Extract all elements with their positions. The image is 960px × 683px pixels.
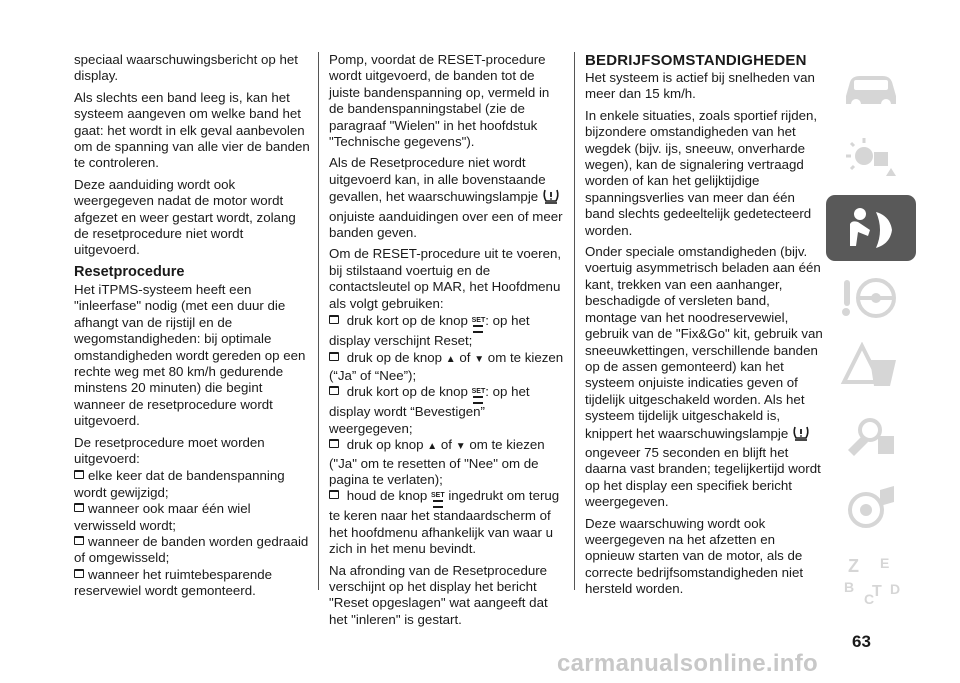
wrench-car-icon (840, 412, 902, 464)
column-3 (585, 52, 823, 603)
list-item: houd de knop SET ingedrukt om terug te keren naar het standaardscherm of het hoofdmenu afhankelijk van waar u zich in het menu bevindt. (329, 488, 567, 557)
paragraph: Deze waarschuwing wordt ook weergegeven na het afzetten en opnieuw starten van de motor, als de correcte bedrijfsomstandigheden niet hersteld worden. (585, 515, 804, 597)
airbag-seat-icon (840, 202, 902, 254)
tab-safety[interactable] (826, 195, 916, 261)
paragraph: Als de Resetprocedure niet wordt uitgevoerd kan, in alle bovenstaande gevallen, het waarschuwingslampje onjuiste aanduidingen over een of meer banden geven. (329, 155, 563, 241)
index-letter: B (844, 579, 855, 595)
warning-lights-icon (840, 132, 902, 184)
tab-index[interactable] (826, 545, 916, 611)
paragraph: Het iTPMS-systeem heeft een "inleerfase" nodig (met een duur die afhangt van de rijstijl en de wegomstandigheden: bij optimale omstandigheden wordt gereden op een rechte weg met 80 km/h gedurende minstens 20 minuten) die begint wanneer de resetprocedure wordt uitgevoerd. (74, 281, 306, 429)
tab-driving[interactable] (826, 265, 916, 331)
paragraph: Deze aanduiding wordt ook weergegeven nadat de motor wordt afgezet en weer gestart wordt, zolang de resetprocedure niet wordt uitgevoerd. (74, 176, 296, 258)
section-heading-reset: Resetprocedure (74, 263, 185, 280)
column-2 (329, 52, 567, 633)
list-item: druk kort op de knop SET: op het display wordt “Bevestigen” weergegeven; (329, 384, 567, 437)
list-item: wanneer het ruimtebesparende reservewiel wordt gemonteerd. (74, 567, 312, 600)
index-letter: E (880, 555, 890, 571)
multimedia-icon (840, 482, 902, 534)
list-item: druk op knop ▲ of ▼ om te kiezen ("Ja" om te resetten of "Nee" om de pagina te verlaten); (329, 437, 567, 488)
set-button-icon: SET (472, 317, 486, 333)
paragraph: Om de RESET-procedure uit te voeren, bij stilstaand voertuig en de contactsleutel op MAR, het Hoofdmenu als volgt gebruiken: (329, 246, 562, 311)
paragraph: speciaal waarschuwingsbericht op het display. (74, 52, 298, 84)
down-arrow-button-icon: ▼ (455, 441, 466, 453)
page-number: 63 (852, 632, 871, 651)
list-item: druk op de knop ▲ of ▼ om te kiezen (“Ja” of “Nee”); (329, 350, 567, 385)
column-divider (574, 52, 575, 590)
index-letter: D (890, 581, 901, 597)
paragraph: De resetprocedure moet worden uitgevoerd: (74, 434, 265, 466)
tire-pressure-warning-icon (542, 188, 560, 208)
tab-vehicle[interactable] (826, 55, 916, 121)
section-heading-conditions: BEDRIJFSOMSTANDIGHEDEN (585, 52, 807, 69)
tab-maintenance[interactable] (826, 405, 916, 471)
up-arrow-button-icon: ▲ (427, 441, 438, 453)
list-item: druk kort op de knop SET: op het display verschijnt Reset; (329, 313, 567, 349)
index-letters-icon (840, 552, 902, 608)
car-icon (840, 62, 902, 114)
paragraph: Als slechts een band leeg is, kan het systeem aangeven om welke band het gaat: het wordt in elk geval aanbevolen om de spanning van alle vier de banden te controleren. (74, 89, 310, 171)
index-letter: C (864, 591, 875, 607)
paragraph: Het systeem is actief bij snelheden van meer dan 15 km/h. (585, 70, 815, 102)
emergency-triangle-icon (840, 342, 902, 394)
up-arrow-button-icon: ▲ (445, 353, 456, 365)
tab-lights[interactable] (826, 125, 916, 191)
set-button-icon: SET (431, 492, 445, 508)
watermark: carmanualsonline.info (557, 650, 819, 677)
set-button-icon: SET (472, 388, 486, 404)
index-letter: Z (848, 556, 859, 576)
index-letter: T (872, 583, 882, 600)
paragraph: Onder speciale omstandigheden (bijv. voertuig asymmetrisch beladen aan één kant, trekken van een aanhanger, beschadigde of versleten band, montage van het noodreservewiel, gebruik van de "Fix&Go" kit, gebruik van sneeuwkettingen, verschillende banden op de assen gemonteerd) kan het systeem onjuiste indicaties geven of tijdelijk uitgeschakeld worden. Als het systeem tijdelijk uitgeschakeld is, knippert het waarschuwingslampje ongeveer 75 seconden en blijft het daarna vast branden; tegelijkertijd wordt op het display een specifiek bericht weergegeven. (585, 244, 823, 510)
list-item: wanneer de banden worden gedraaid of omgewisseld; (74, 534, 312, 567)
list-item: wanneer ook maar één wiel verwisseld wordt; (74, 501, 312, 534)
paragraph: Pomp, voordat de RESET-procedure wordt uitgevoerd, de banden tot de juiste bandenspanning op, vermeld in de bandenspanningstabel (zie de paragraaf "Wielen" in het hoofdstuk "Technische gegevens"). (329, 52, 550, 150)
column-divider (318, 52, 319, 590)
tire-pressure-warning-icon (792, 425, 810, 445)
paragraph: In enkele situaties, zoals sportief rijden, bijzondere omstandigheden van het wegdek (bijv. ijs, sneeuw, onverharde wegen), kan de signalering vertraagd worden of kan het gelijktijdige spanningsverlies van meer dan één band slechts gedeeltelijk gedetecteerd worden. (585, 107, 818, 238)
down-arrow-button-icon: ▼ (474, 353, 485, 365)
tab-multimedia[interactable] (826, 475, 916, 541)
list-item: elke keer dat de bandenspanning wordt gewijzigd; (74, 468, 312, 501)
steering-wheel-icon (840, 272, 902, 324)
paragraph: Na afronding van de Resetprocedure verschijnt op het display het bericht "Reset opgeslagen" wat aangeeft dat het "inleren" is gestart. (329, 562, 548, 627)
column-1 (74, 52, 312, 600)
tab-emergency[interactable] (826, 335, 916, 401)
